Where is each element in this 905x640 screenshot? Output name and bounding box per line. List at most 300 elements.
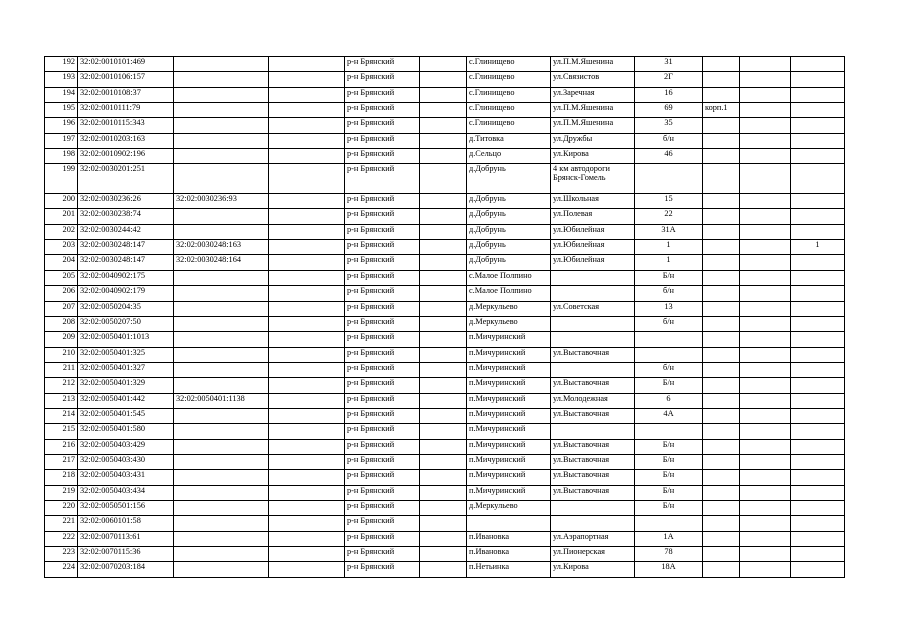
cadastral-number-cell: 32:02:0050501:156 <box>78 500 174 515</box>
empty-cell-3 <box>269 301 345 316</box>
street-cell: ул.Связистов <box>551 72 635 87</box>
house-number-cell: 31А <box>635 224 703 239</box>
empty-cell-10 <box>740 240 791 255</box>
street-cell: ул.Выставочная <box>551 408 635 423</box>
house-number-cell: б/н <box>635 286 703 301</box>
settlement-cell: с.Малое Полпино <box>467 286 551 301</box>
empty-cell-5 <box>420 516 467 531</box>
empty-cell-10 <box>740 316 791 331</box>
building-cell <box>703 194 740 209</box>
district-cell: р-н Брянский <box>345 547 420 562</box>
empty-cell-5 <box>420 485 467 500</box>
building-cell <box>703 531 740 546</box>
district-cell: р-н Брянский <box>345 164 420 194</box>
house-number-cell: Б/н <box>635 485 703 500</box>
empty-cell-10 <box>740 470 791 485</box>
linked-cadastral-number-cell <box>174 118 269 133</box>
building-cell <box>703 547 740 562</box>
extra-value-cell <box>791 270 845 285</box>
building-cell <box>703 485 740 500</box>
building-cell <box>703 408 740 423</box>
extra-value-cell <box>791 454 845 469</box>
row-number-cell: 205 <box>45 270 78 285</box>
table-row <box>45 72 845 87</box>
house-number-cell: б/н <box>635 316 703 331</box>
table-row <box>45 133 845 148</box>
extra-value-cell <box>791 424 845 439</box>
row-number-cell: 196 <box>45 118 78 133</box>
linked-cadastral-number-cell <box>174 362 269 377</box>
house-number-cell: Б/н <box>635 470 703 485</box>
street-cell: ул.Выставочная <box>551 470 635 485</box>
house-number-cell: 78 <box>635 547 703 562</box>
district-cell: р-н Брянский <box>345 470 420 485</box>
linked-cadastral-number-cell <box>174 378 269 393</box>
district-cell: р-н Брянский <box>345 332 420 347</box>
cadastral-number-cell: 32:02:0050401:325 <box>78 347 174 362</box>
linked-cadastral-number-cell: 32:02:0050401:1138 <box>174 393 269 408</box>
building-cell: корп.1 <box>703 103 740 118</box>
linked-cadastral-number-cell <box>174 516 269 531</box>
table-row <box>45 516 845 531</box>
linked-cadastral-number-cell <box>174 103 269 118</box>
district-cell: р-н Брянский <box>345 424 420 439</box>
cadastral-number-cell: 32:02:0040902:179 <box>78 286 174 301</box>
empty-cell-3 <box>269 516 345 531</box>
district-cell: р-н Брянский <box>345 57 420 72</box>
cadastral-number-cell: 32:02:0070203:184 <box>78 562 174 577</box>
empty-cell-3 <box>269 408 345 423</box>
row-number-cell: 208 <box>45 316 78 331</box>
row-number-cell: 203 <box>45 240 78 255</box>
cadastral-number-cell: 32:02:0010106:157 <box>78 72 174 87</box>
linked-cadastral-number-cell <box>174 547 269 562</box>
linked-cadastral-number-cell <box>174 316 269 331</box>
extra-value-cell <box>791 164 845 194</box>
extra-value-cell <box>791 118 845 133</box>
district-cell: р-н Брянский <box>345 255 420 270</box>
empty-cell-10 <box>740 118 791 133</box>
house-number-cell <box>635 332 703 347</box>
empty-cell-10 <box>740 531 791 546</box>
row-number-cell: 210 <box>45 347 78 362</box>
row-number-cell: 201 <box>45 209 78 224</box>
linked-cadastral-number-cell <box>174 164 269 194</box>
empty-cell-5 <box>420 393 467 408</box>
row-number-cell: 221 <box>45 516 78 531</box>
district-cell: р-н Брянский <box>345 408 420 423</box>
linked-cadastral-number-cell <box>174 531 269 546</box>
empty-cell-3 <box>269 485 345 500</box>
empty-cell-10 <box>740 393 791 408</box>
street-cell <box>551 424 635 439</box>
house-number-cell: Б/н <box>635 500 703 515</box>
empty-cell-10 <box>740 57 791 72</box>
house-number-cell: 16 <box>635 87 703 102</box>
table-row <box>45 439 845 454</box>
linked-cadastral-number-cell <box>174 270 269 285</box>
street-cell: ул.Выставочная <box>551 485 635 500</box>
building-cell <box>703 255 740 270</box>
district-cell: р-н Брянский <box>345 516 420 531</box>
row-number-cell: 218 <box>45 470 78 485</box>
building-cell <box>703 424 740 439</box>
settlement-cell: д.Добрунь <box>467 194 551 209</box>
row-number-cell: 206 <box>45 286 78 301</box>
cadastral-number-cell: 32:02:0070113:61 <box>78 531 174 546</box>
district-cell: р-н Брянский <box>345 439 420 454</box>
extra-value-cell <box>791 194 845 209</box>
table-row <box>45 500 845 515</box>
house-number-cell: 69 <box>635 103 703 118</box>
empty-cell-3 <box>269 270 345 285</box>
building-cell <box>703 133 740 148</box>
empty-cell-3 <box>269 362 345 377</box>
extra-value-cell <box>791 485 845 500</box>
linked-cadastral-number-cell <box>174 562 269 577</box>
extra-value-cell <box>791 531 845 546</box>
settlement-cell: д.Добрунь <box>467 240 551 255</box>
row-number-cell: 215 <box>45 424 78 439</box>
house-number-cell <box>635 516 703 531</box>
table-row <box>45 393 845 408</box>
street-cell <box>551 316 635 331</box>
row-number-cell: 209 <box>45 332 78 347</box>
empty-cell-10 <box>740 424 791 439</box>
table-row <box>45 408 845 423</box>
settlement-cell: д.Титовка <box>467 133 551 148</box>
cadastral-number-cell: 32:02:0010115:343 <box>78 118 174 133</box>
row-number-cell: 211 <box>45 362 78 377</box>
table-row <box>45 454 845 469</box>
empty-cell-3 <box>269 470 345 485</box>
row-number-cell: 217 <box>45 454 78 469</box>
house-number-cell <box>635 347 703 362</box>
district-cell: р-н Брянский <box>345 240 420 255</box>
empty-cell-10 <box>740 301 791 316</box>
cadastral-number-cell: 32:02:0050401:1013 <box>78 332 174 347</box>
extra-value-cell <box>791 255 845 270</box>
registry-table <box>44 56 845 578</box>
street-cell: ул.Юбилейная <box>551 255 635 270</box>
district-cell: р-н Брянский <box>345 149 420 164</box>
cadastral-number-cell: 32:02:0030248:147 <box>78 240 174 255</box>
table-row <box>45 103 845 118</box>
empty-cell-5 <box>420 194 467 209</box>
linked-cadastral-number-cell: 32:02:0030248:164 <box>174 255 269 270</box>
extra-value-cell <box>791 103 845 118</box>
empty-cell-5 <box>420 255 467 270</box>
district-cell: р-н Брянский <box>345 286 420 301</box>
street-cell <box>551 332 635 347</box>
table-body <box>45 57 845 578</box>
table-row <box>45 332 845 347</box>
empty-cell-10 <box>740 454 791 469</box>
extra-value-cell <box>791 470 845 485</box>
linked-cadastral-number-cell <box>174 424 269 439</box>
extra-value-cell <box>791 149 845 164</box>
empty-cell-10 <box>740 516 791 531</box>
settlement-cell: п.Мичуринский <box>467 439 551 454</box>
house-number-cell: 1 <box>635 240 703 255</box>
extra-value-cell <box>791 562 845 577</box>
linked-cadastral-number-cell <box>174 332 269 347</box>
cadastral-number-cell: 32:02:0010902:196 <box>78 149 174 164</box>
empty-cell-5 <box>420 149 467 164</box>
house-number-cell: Б/н <box>635 270 703 285</box>
empty-cell-10 <box>740 149 791 164</box>
house-number-cell: 6 <box>635 393 703 408</box>
settlement-cell <box>467 516 551 531</box>
extra-value-cell <box>791 133 845 148</box>
empty-cell-10 <box>740 562 791 577</box>
settlement-cell: п.Нетьинка <box>467 562 551 577</box>
house-number-cell: б/н <box>635 362 703 377</box>
street-cell <box>551 270 635 285</box>
empty-cell-5 <box>420 500 467 515</box>
empty-cell-10 <box>740 408 791 423</box>
empty-cell-5 <box>420 133 467 148</box>
extra-value-cell <box>791 439 845 454</box>
table-row <box>45 209 845 224</box>
row-number-cell: 199 <box>45 164 78 194</box>
district-cell: р-н Брянский <box>345 393 420 408</box>
district-cell: р-н Брянский <box>345 118 420 133</box>
street-cell: 4 км автодороги Брянск-Гомель <box>551 164 635 194</box>
empty-cell-3 <box>269 87 345 102</box>
table-row <box>45 424 845 439</box>
street-cell: ул.Пионерская <box>551 547 635 562</box>
empty-cell-3 <box>269 424 345 439</box>
settlement-cell: с.Малое Полпино <box>467 270 551 285</box>
row-number-cell: 202 <box>45 224 78 239</box>
empty-cell-3 <box>269 224 345 239</box>
building-cell <box>703 439 740 454</box>
extra-value-cell <box>791 286 845 301</box>
cadastral-number-cell: 32:02:0010101:469 <box>78 57 174 72</box>
empty-cell-3 <box>269 562 345 577</box>
empty-cell-5 <box>420 378 467 393</box>
table-row <box>45 57 845 72</box>
table-row <box>45 378 845 393</box>
district-cell: р-н Брянский <box>345 531 420 546</box>
settlement-cell: п.Ивановка <box>467 531 551 546</box>
cadastral-number-cell: 32:02:0050401:329 <box>78 378 174 393</box>
table-row <box>45 286 845 301</box>
settlement-cell: д.Добрунь <box>467 209 551 224</box>
district-cell: р-н Брянский <box>345 316 420 331</box>
street-cell: ул.Выставочная <box>551 347 635 362</box>
table-row <box>45 301 845 316</box>
empty-cell-5 <box>420 408 467 423</box>
row-number-cell: 220 <box>45 500 78 515</box>
district-cell: р-н Брянский <box>345 194 420 209</box>
empty-cell-3 <box>269 393 345 408</box>
street-cell: ул.Аэрапортная <box>551 531 635 546</box>
extra-value-cell <box>791 378 845 393</box>
cadastral-number-cell: 32:02:0050204:35 <box>78 301 174 316</box>
row-number-cell: 192 <box>45 57 78 72</box>
street-cell: ул.Заречная <box>551 87 635 102</box>
settlement-cell: д.Добрунь <box>467 164 551 194</box>
building-cell <box>703 500 740 515</box>
building-cell <box>703 118 740 133</box>
district-cell: р-н Брянский <box>345 87 420 102</box>
street-cell: ул.Юбилейная <box>551 224 635 239</box>
cadastral-number-cell: 32:02:0050403:430 <box>78 454 174 469</box>
empty-cell-5 <box>420 562 467 577</box>
extra-value-cell <box>791 316 845 331</box>
street-cell: ул.Дружбы <box>551 133 635 148</box>
extra-value-cell <box>791 332 845 347</box>
district-cell: р-н Брянский <box>345 362 420 377</box>
linked-cadastral-number-cell <box>174 72 269 87</box>
row-number-cell: 216 <box>45 439 78 454</box>
empty-cell-5 <box>420 531 467 546</box>
street-cell: ул.Кирова <box>551 149 635 164</box>
row-number-cell: 207 <box>45 301 78 316</box>
district-cell: р-н Брянский <box>345 209 420 224</box>
settlement-cell: п.Ивановка <box>467 547 551 562</box>
building-cell <box>703 87 740 102</box>
empty-cell-3 <box>269 500 345 515</box>
table-row <box>45 240 845 255</box>
building-cell <box>703 209 740 224</box>
row-number-cell: 200 <box>45 194 78 209</box>
table-row <box>45 224 845 239</box>
empty-cell-3 <box>269 103 345 118</box>
empty-cell-5 <box>420 362 467 377</box>
table-row <box>45 255 845 270</box>
linked-cadastral-number-cell <box>174 500 269 515</box>
district-cell: р-н Брянский <box>345 378 420 393</box>
street-cell <box>551 516 635 531</box>
building-cell <box>703 57 740 72</box>
building-cell <box>703 470 740 485</box>
street-cell: ул.Выставочная <box>551 378 635 393</box>
house-number-cell <box>635 164 703 194</box>
district-cell: р-н Брянский <box>345 224 420 239</box>
extra-value-cell <box>791 209 845 224</box>
district-cell: р-н Брянский <box>345 562 420 577</box>
street-cell <box>551 500 635 515</box>
empty-cell-10 <box>740 347 791 362</box>
settlement-cell: с.Глинищево <box>467 87 551 102</box>
linked-cadastral-number-cell <box>174 408 269 423</box>
empty-cell-5 <box>420 424 467 439</box>
district-cell: р-н Брянский <box>345 454 420 469</box>
street-cell: ул.П.М.Яшенина <box>551 118 635 133</box>
settlement-cell: д.Добрунь <box>467 224 551 239</box>
row-number-cell: 212 <box>45 378 78 393</box>
district-cell: р-н Брянский <box>345 270 420 285</box>
empty-cell-3 <box>269 72 345 87</box>
extra-value-cell: 1 <box>791 240 845 255</box>
cadastral-number-cell: 32:02:0070115:36 <box>78 547 174 562</box>
empty-cell-3 <box>269 240 345 255</box>
building-cell <box>703 393 740 408</box>
linked-cadastral-number-cell <box>174 454 269 469</box>
empty-cell-5 <box>420 347 467 362</box>
empty-cell-3 <box>269 164 345 194</box>
empty-cell-10 <box>740 362 791 377</box>
empty-cell-3 <box>269 439 345 454</box>
settlement-cell: п.Мичуринский <box>467 408 551 423</box>
table-row <box>45 531 845 546</box>
row-number-cell: 224 <box>45 562 78 577</box>
street-cell <box>551 362 635 377</box>
linked-cadastral-number-cell <box>174 470 269 485</box>
empty-cell-5 <box>420 547 467 562</box>
table-row <box>45 470 845 485</box>
empty-cell-5 <box>420 209 467 224</box>
cadastral-number-cell: 32:02:0050403:429 <box>78 439 174 454</box>
settlement-cell: д.Добрунь <box>467 255 551 270</box>
house-number-cell: 18А <box>635 562 703 577</box>
building-cell <box>703 301 740 316</box>
building-cell <box>703 316 740 331</box>
settlement-cell: с.Глинищево <box>467 118 551 133</box>
cadastral-number-cell: 32:02:0050401:545 <box>78 408 174 423</box>
extra-value-cell <box>791 57 845 72</box>
empty-cell-10 <box>740 500 791 515</box>
empty-cell-5 <box>420 270 467 285</box>
building-cell <box>703 347 740 362</box>
empty-cell-3 <box>269 194 345 209</box>
linked-cadastral-number-cell <box>174 286 269 301</box>
empty-cell-3 <box>269 57 345 72</box>
cadastral-number-cell: 32:02:0030244:42 <box>78 224 174 239</box>
extra-value-cell <box>791 301 845 316</box>
building-cell <box>703 362 740 377</box>
linked-cadastral-number-cell <box>174 133 269 148</box>
empty-cell-10 <box>740 194 791 209</box>
cadastral-number-cell: 32:02:0050403:434 <box>78 485 174 500</box>
building-cell <box>703 72 740 87</box>
house-number-cell: 13 <box>635 301 703 316</box>
street-cell: ул.Кирова <box>551 562 635 577</box>
empty-cell-10 <box>740 378 791 393</box>
empty-cell-5 <box>420 118 467 133</box>
row-number-cell: 214 <box>45 408 78 423</box>
house-number-cell: 22 <box>635 209 703 224</box>
cadastral-number-cell: 32:02:0050401:580 <box>78 424 174 439</box>
house-number-cell: 35 <box>635 118 703 133</box>
empty-cell-10 <box>740 286 791 301</box>
table-row <box>45 87 845 102</box>
empty-cell-10 <box>740 332 791 347</box>
empty-cell-5 <box>420 57 467 72</box>
settlement-cell: д.Меркульево <box>467 316 551 331</box>
empty-cell-5 <box>420 224 467 239</box>
house-number-cell: 31 <box>635 57 703 72</box>
extra-value-cell <box>791 408 845 423</box>
table-row <box>45 164 845 194</box>
house-number-cell: Б/н <box>635 454 703 469</box>
house-number-cell: 15 <box>635 194 703 209</box>
street-cell: ул.Выставочная <box>551 439 635 454</box>
street-cell: ул.Школьная <box>551 194 635 209</box>
cadastral-number-cell: 32:02:0050401:327 <box>78 362 174 377</box>
extra-value-cell <box>791 362 845 377</box>
building-cell <box>703 224 740 239</box>
extra-value-cell <box>791 224 845 239</box>
building-cell <box>703 332 740 347</box>
linked-cadastral-number-cell <box>174 224 269 239</box>
row-number-cell: 222 <box>45 531 78 546</box>
empty-cell-5 <box>420 439 467 454</box>
row-number-cell: 194 <box>45 87 78 102</box>
